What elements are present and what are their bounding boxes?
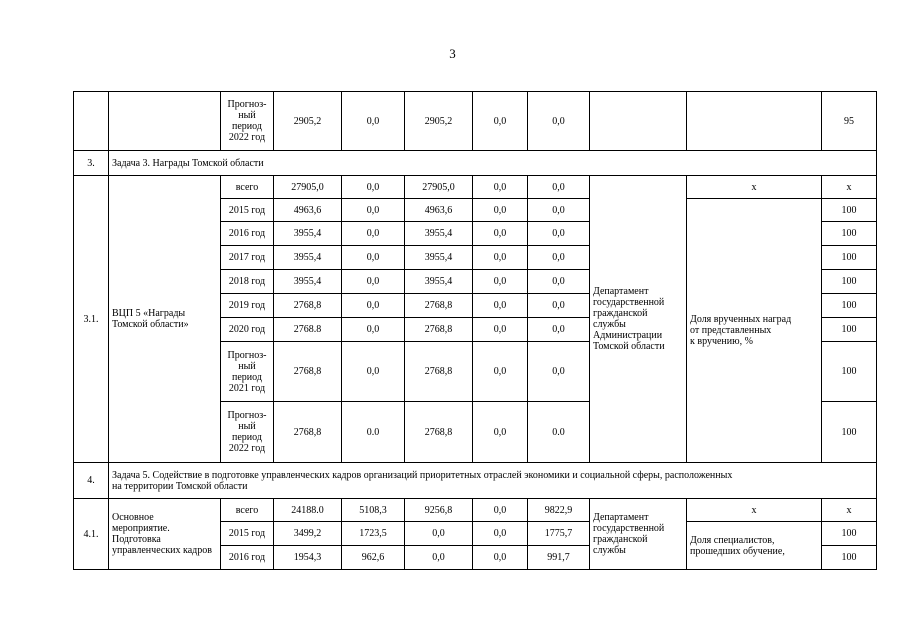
cell-regional: 2768,8 xyxy=(405,294,473,318)
cell-period: 2018 год xyxy=(221,270,274,294)
cell-extrabudget: 0,0 xyxy=(528,199,590,222)
cell-federal: 1723,5 xyxy=(342,522,405,546)
cell-total: 3499,2 xyxy=(274,522,342,546)
cell-federal: 962,6 xyxy=(342,546,405,570)
cell-indicator: Доля специалистов, прошедших обучение, xyxy=(687,522,822,570)
cell-extrabudget: 991,7 xyxy=(528,546,590,570)
page-number: 3 xyxy=(449,46,456,61)
cell-federal: 0,0 xyxy=(342,222,405,246)
cell-regional: 0,0 xyxy=(405,546,473,570)
cell-executor: Департамент государственной гражданской службы xyxy=(590,499,687,570)
cell-total: 2768,8 xyxy=(274,342,342,402)
cell-indicator: х xyxy=(687,176,822,199)
cell-period: всего xyxy=(221,176,274,199)
cell-num: 4.1. xyxy=(74,499,109,570)
cell-indicator-value: 100 xyxy=(822,246,877,270)
cell-extrabudget: 0,0 xyxy=(528,294,590,318)
cell-federal: 0,0 xyxy=(342,318,405,342)
cell-indicator-value: 100 xyxy=(822,222,877,246)
cell-indicator-value: 100 xyxy=(822,294,877,318)
cell-local: 0,0 xyxy=(473,199,528,222)
cell-indicator-value: 100 xyxy=(822,199,877,222)
cell-local: 0,0 xyxy=(473,342,528,402)
cell-total: 27905,0 xyxy=(274,176,342,199)
cell-local: 0,0 xyxy=(473,318,528,342)
cell-federal: 0,0 xyxy=(342,342,405,402)
cell-indicator-value: 100 xyxy=(822,522,877,546)
task-number: 4. xyxy=(74,463,109,499)
cell-indicator-value: х xyxy=(822,176,877,199)
cell-name: ВЦП 5 «Награды Томской области» xyxy=(109,176,221,463)
cell-federal: 0,0 xyxy=(342,199,405,222)
table-row xyxy=(74,92,877,151)
cell-indicator xyxy=(687,92,822,151)
task-title: Задача 3. Награды Томской области xyxy=(109,151,877,176)
cell-local: 0,0 xyxy=(473,522,528,546)
table-row xyxy=(74,499,877,522)
cell-total: 2768.8 xyxy=(274,318,342,342)
cell-federal: 0.0 xyxy=(342,402,405,463)
cell-local: 0,0 xyxy=(473,546,528,570)
cell-name: Основное мероприятие. Подготовка управленческих кадров xyxy=(109,499,221,570)
cell-extrabudget: 0,0 xyxy=(528,176,590,199)
cell-regional: 3955,4 xyxy=(405,246,473,270)
cell-indicator-value: 100 xyxy=(822,342,877,402)
cell-extrabudget: 0.0 xyxy=(528,402,590,463)
cell-local: 0,0 xyxy=(473,270,528,294)
cell-total: 2768,8 xyxy=(274,294,342,318)
table-row xyxy=(74,176,877,199)
cell-total: 1954,3 xyxy=(274,546,342,570)
cell-total: 3955,4 xyxy=(274,270,342,294)
cell-regional: 4963,6 xyxy=(405,199,473,222)
cell-local: 0,0 xyxy=(473,402,528,463)
cell-executor xyxy=(590,92,687,151)
cell-indicator-value: 100 xyxy=(822,318,877,342)
cell-regional: 0,0 xyxy=(405,522,473,546)
cell-local: 0,0 xyxy=(473,222,528,246)
cell-indicator-value: 100 xyxy=(822,546,877,570)
cell-regional: 2768,8 xyxy=(405,318,473,342)
cell-regional: 3955,4 xyxy=(405,270,473,294)
cell-federal: 0,0 xyxy=(342,246,405,270)
task-row xyxy=(74,151,877,176)
cell-period: 2017 год xyxy=(221,246,274,270)
cell-period: Прогноз- ный период 2022 год xyxy=(221,92,274,151)
cell-regional: 2768,8 xyxy=(405,402,473,463)
cell-federal: 0,0 xyxy=(342,92,405,151)
cell-total: 24188.0 xyxy=(274,499,342,522)
task-title: Задача 5. Содействие в подготовке управленческих кадров организаций приоритетных отраслей экономики и социальной сферы, расположенных на территории Томской области xyxy=(109,463,877,499)
cell-local: 0,0 xyxy=(473,246,528,270)
cell-federal: 0,0 xyxy=(342,270,405,294)
cell-period: всего xyxy=(221,499,274,522)
cell-period: 2016 год xyxy=(221,222,274,246)
cell-regional: 3955,4 xyxy=(405,222,473,246)
cell-local: 0,0 xyxy=(473,92,528,151)
cell-period: 2019 год xyxy=(221,294,274,318)
cell-executor: Департамент государственной гражданской службы Администрации Томской области xyxy=(590,176,687,463)
cell-local: 0,0 xyxy=(473,499,528,522)
cell-extrabudget: 0,0 xyxy=(528,342,590,402)
cell-total: 3955,4 xyxy=(274,246,342,270)
cell-period: 2015 год xyxy=(221,522,274,546)
cell-total: 4963,6 xyxy=(274,199,342,222)
cell-indicator: Доля врученных наград от представленных к вручению, % xyxy=(687,199,822,463)
cell-total: 3955,4 xyxy=(274,222,342,246)
cell-extrabudget: 0,0 xyxy=(528,270,590,294)
cell-indicator-value: 100 xyxy=(822,270,877,294)
cell-extrabudget: 0,0 xyxy=(528,318,590,342)
cell-num xyxy=(74,92,109,151)
cell-period: 2015 год xyxy=(221,199,274,222)
cell-period: 2016 год xyxy=(221,546,274,570)
program-table xyxy=(73,91,877,570)
cell-indicator-value: х xyxy=(822,499,877,522)
task-row xyxy=(74,463,877,499)
cell-extrabudget: 1775,7 xyxy=(528,522,590,546)
cell-regional: 27905,0 xyxy=(405,176,473,199)
task-number: 3. xyxy=(74,151,109,176)
cell-federal: 0,0 xyxy=(342,176,405,199)
cell-extrabudget: 0,0 xyxy=(528,246,590,270)
cell-total: 2768,8 xyxy=(274,402,342,463)
cell-period: 2020 год xyxy=(221,318,274,342)
cell-regional: 2768,8 xyxy=(405,342,473,402)
cell-indicator-value: 95 xyxy=(822,92,877,151)
cell-period: Прогноз- ный период 2022 год xyxy=(221,402,274,463)
cell-federal: 5108,3 xyxy=(342,499,405,522)
cell-federal: 0,0 xyxy=(342,294,405,318)
cell-extrabudget: 0,0 xyxy=(528,92,590,151)
cell-indicator-value: 100 xyxy=(822,402,877,463)
cell-name xyxy=(109,92,221,151)
cell-local: 0,0 xyxy=(473,176,528,199)
cell-num: 3.1. xyxy=(74,176,109,463)
cell-regional: 2905,2 xyxy=(405,92,473,151)
cell-regional: 9256,8 xyxy=(405,499,473,522)
cell-indicator: х xyxy=(687,499,822,522)
cell-extrabudget: 0,0 xyxy=(528,222,590,246)
cell-local: 0,0 xyxy=(473,294,528,318)
cell-period: Прогноз- ный период 2021 год xyxy=(221,342,274,402)
cell-extrabudget: 9822,9 xyxy=(528,499,590,522)
cell-total: 2905,2 xyxy=(274,92,342,151)
